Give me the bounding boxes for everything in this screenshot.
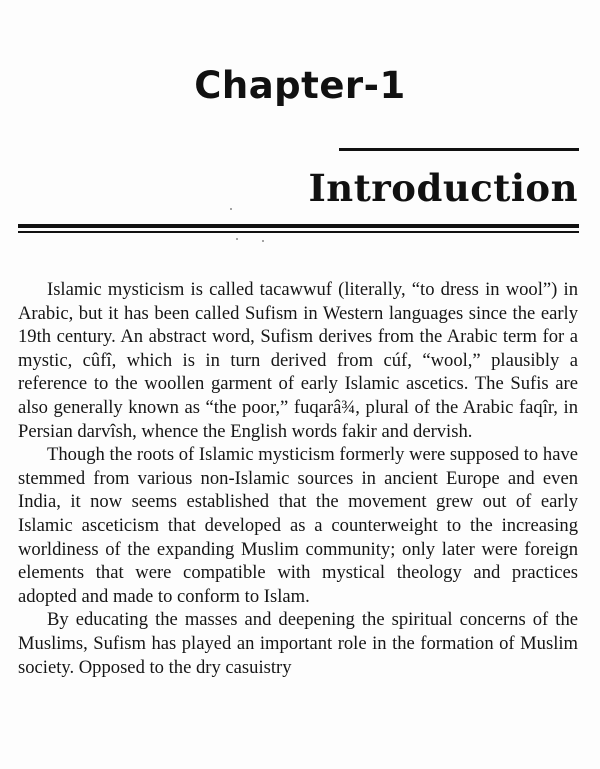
chapter-title: Introduction — [308, 166, 578, 210]
top-rule — [339, 148, 579, 151]
paragraph: By educating the masses and deepening the spiritual concerns of the Muslims, Sufism has played an important role in the formation of Muslim society. Opposed to the dry casuistry — [18, 609, 578, 678]
body-text — [18, 278, 578, 679]
scan-speck — [230, 208, 232, 210]
paragraph: Though the roots of Islamic mysticism formerly were supposed to have stemmed from various non-Islamic sources in ancient Europe and even India, it now seems established that the movement grew out of early Islamic asceticism that developed as a counterweight to the increasing worldiness of the expanding Muslim community; only later were foreign elements that were compatible with mystical theology and practices adopted and made to conform to Islam. — [18, 444, 578, 607]
title-rule-thin — [18, 231, 579, 233]
scan-speck — [262, 240, 264, 242]
chapter-label: Chapter-1 — [194, 64, 406, 107]
scan-speck — [236, 238, 238, 240]
title-rule-thick — [18, 224, 579, 228]
paragraph: Islamic mysticism is called tacawwuf (literally, “to dress in wool”) in Arabic, but it has been called Sufism in Western languages since the early 19th century. An abstract word, Sufism derives from the Arabic term for a mystic, cûfî, which is in turn derived from cúf, “wool,” plausibly a reference to the woollen garment of early Islamic ascetics. The Sufis are also generally known as “the poor,” fuqarâ¾, plural of the Arabic faqîr, in Persian darvîsh, whence the English words fakir and dervish. — [18, 279, 578, 442]
